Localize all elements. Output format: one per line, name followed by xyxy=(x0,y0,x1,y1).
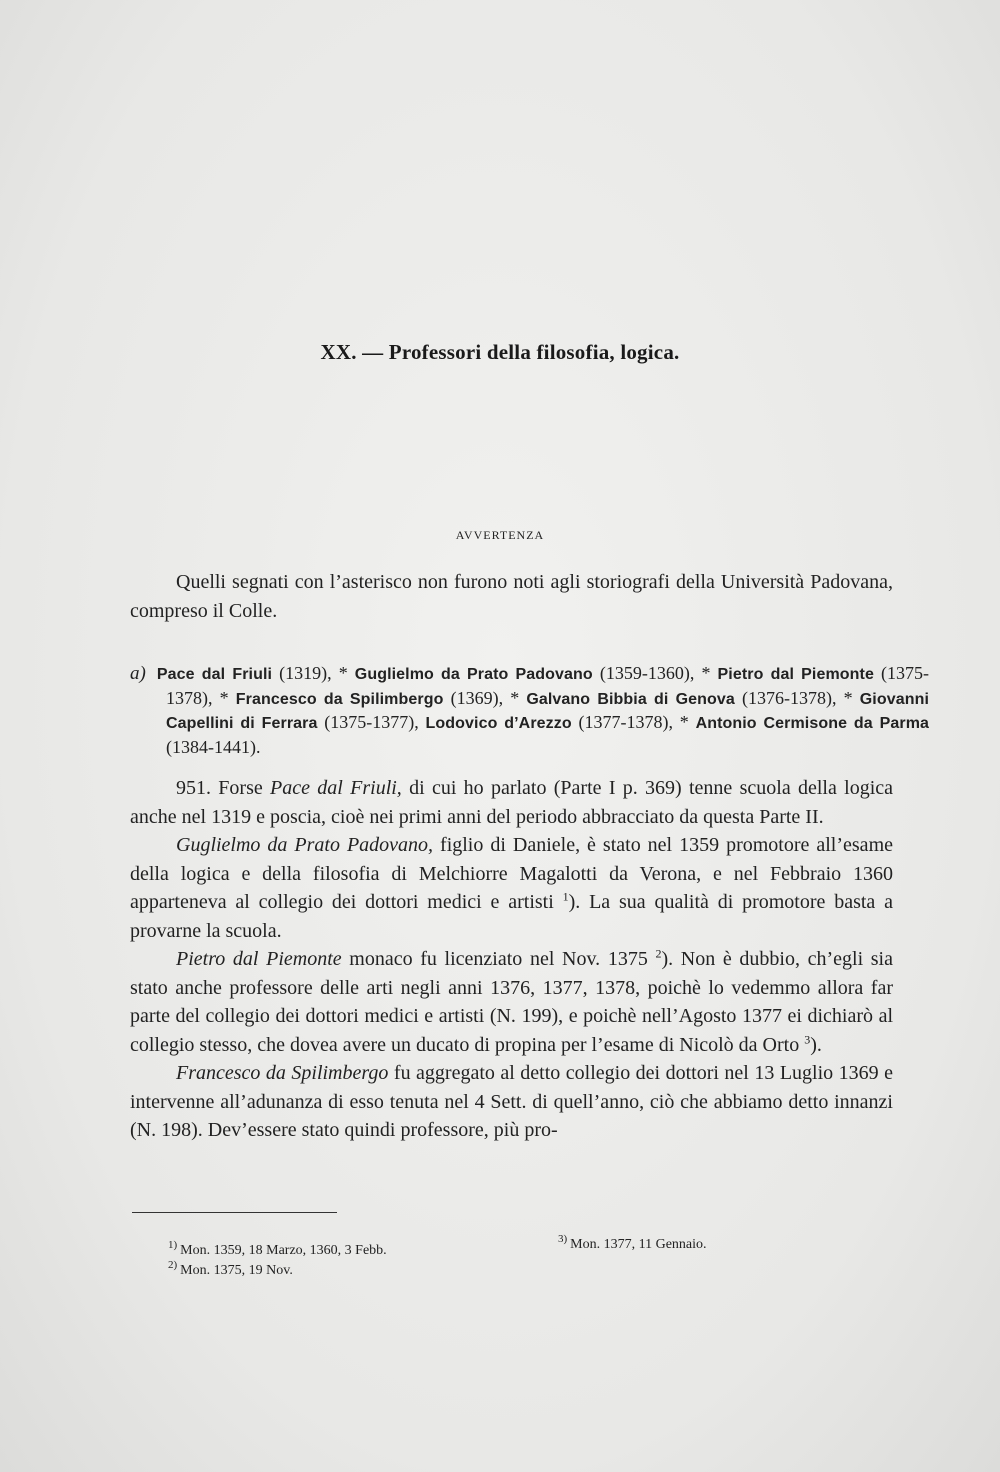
footnote-divider xyxy=(132,1212,337,1213)
footnote-ref: 1 xyxy=(562,889,569,904)
list-item: Pace dal Friuli (1319), xyxy=(156,663,339,683)
footnote-ref: 3 xyxy=(804,1031,811,1046)
list-item: * Pietro dal Piemonte (1375-1378), xyxy=(166,663,930,708)
list-item: * Galvano Bibbia di Genova (1376-1378), xyxy=(510,687,844,708)
list-item: Lodovico d’Arezzo (1377-1378), xyxy=(425,712,680,732)
footnote-ref: 2 xyxy=(655,946,662,961)
professor-list xyxy=(130,662,929,759)
list-item: * Antonio Cermisone da Parma (1384-1441). xyxy=(166,712,930,757)
paragraph-pietro: Pietro dal Piemonte monaco fu licenziato nel Nov. 1375 $^2$). Non è dubbio, ch’egli sia stato anche professore delle arti negli anni 1376, 1377, 1378, poichè lo vedemmo allora far parte del collegio dei dottori medici e artisti (N. 199), e poichè nell’Agosto 1377 ei dichiarò al collegio stesso, che dovea avere un ducato di propina per l’esame di Nicolò da Orto $^3$). xyxy=(130,946,893,1056)
paragraph-951: 951. Forse Pace dal Friuli, di cui ho parlato (Parte I p. 369) tenne scuola della logica anche nel 1319 e poscia, cioè nei primi anni del periodo abbracciato da questa Parte II. xyxy=(130,777,893,828)
chapter-title: XX. — Professori della filosofia, logica. xyxy=(320,340,680,364)
footnote-1: $^{1)}$ Mon. 1359, 18 Marzo, 1360, 3 Febb. xyxy=(168,1239,387,1258)
footnote-3: $^{3)}$ Mon. 1377, 11 Gennaio. xyxy=(558,1233,707,1252)
list-item: * Guglielmo da Prato Padovano (1359-1360), xyxy=(338,663,702,683)
paragraph-guglielmo: Guglielmo da Prato Padovano, figlio di Daniele, è stato nel 1359 promotore all’esame della logica e della filosofia di Melchiorre Magalotti da Verona, e nel Febbraio 1360 apparteneva al collegio dei dottori medici e artisti $^1$). La sua qualità di promotore basta a provarne la scuola. xyxy=(130,834,893,942)
notice-text: Quelli segnati con l’asterisco non furono noti agli storiografi della Università Padovana, compreso il Colle. xyxy=(130,571,893,622)
list-item: * Francesco da Spilimbergo (1369), xyxy=(219,687,511,708)
body-text xyxy=(130,774,893,1145)
paragraph-francesco: Francesco da Spilimbergo fu aggregato al detto collegio dei dottori nel 13 Luglio 1369 e intervenne all’adunanza di esso tenuta nel 4 Sett. di quell’anno, ciò che abbiamo detto innanzi (N. 198). Dev’essere stato quindi professore, più pro- xyxy=(130,1062,893,1141)
list-label: a) xyxy=(130,663,146,684)
list-item: * Giovanni Capellini di Ferrara (1375-1377), xyxy=(166,687,929,732)
footnote-2: $^{2)}$ Mon. 1375, 19 Nov. xyxy=(168,1259,293,1278)
notice-heading: AVVERTENZA xyxy=(455,528,545,542)
